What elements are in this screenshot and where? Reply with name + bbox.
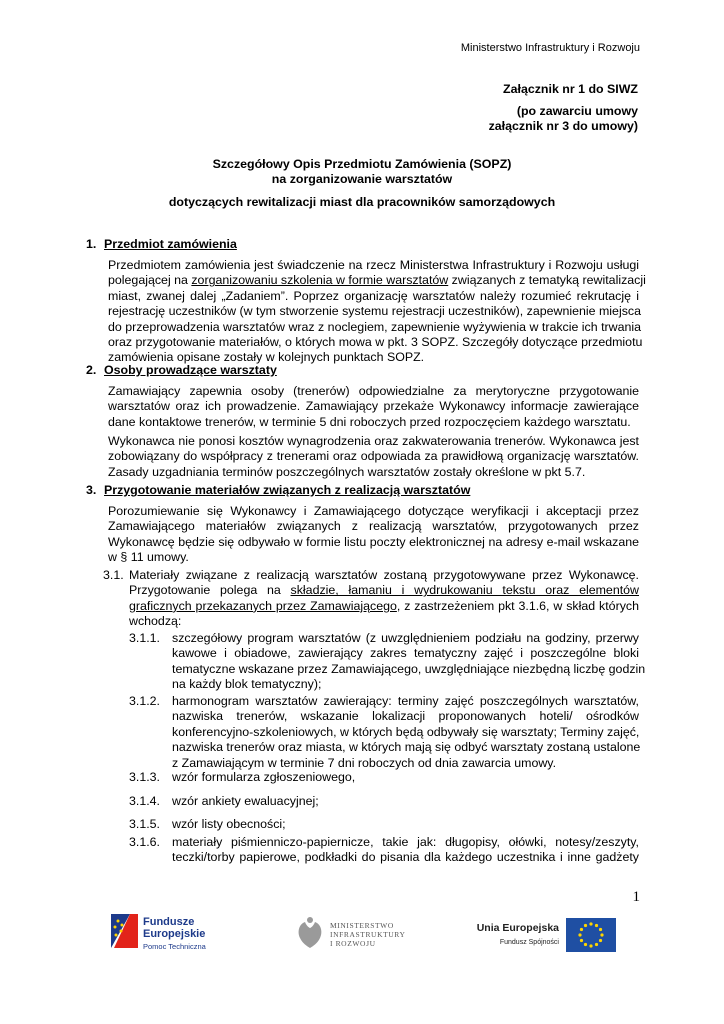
text-line: Przedmiotem zamówienia jest świadczenie na rzecz Ministerstwa Infrastruktury i Rozwoju usługi: [108, 258, 639, 272]
text-line: wzór ankiety ewaluacyjnej;: [172, 794, 319, 808]
text-line: oraz przygotowanie materiałów, o których mowa w pkt. 3 SOPZ. Szczegóły dotyczące przedmiotu: [108, 335, 643, 350]
subsection-number: 3.1.: [103, 568, 124, 582]
text-line: konferencyjno-szkoleniowych, w których będą odbywały się warsztaty; Terminy zajęć,: [172, 724, 640, 739]
annex-note-1: (po zawarciu umowy: [516, 104, 638, 118]
section-2-paragraph-2: [108, 434, 639, 480]
ministry-text-3: I ROZWOJU: [330, 939, 376, 948]
eu-star: [595, 924, 598, 927]
text-line: wchodzą:: [129, 614, 182, 629]
section-3-heading: [86, 483, 470, 497]
section-title: Osoby prowadzące warsztaty: [104, 363, 277, 377]
annex-label: Załącznik nr 1 do SIWZ: [503, 82, 638, 96]
text-line: harmonogram warsztatów zawierający: terminy zajęć poszczególnych warsztatów,: [172, 694, 639, 708]
item-number: 3.1.6.: [129, 835, 161, 849]
doc-title-1: Szczegółowy Opis Przedmiotu Zamówienia (SOPZ): [212, 157, 512, 171]
item-number: 3.1.1.: [129, 631, 161, 645]
text-line: rejestrację uczestników (w tym stworzenie systemu rejestracji uczestników), zapewnienie miejsca: [108, 304, 641, 319]
underlined-phrase: graficznych przekazanych przez Zamawiającego: [129, 598, 397, 613]
text-line: warsztatów oraz ich prowadzenie. Zamawiający przekaże Wykonawcy informacje zawierające: [108, 399, 639, 414]
text-line: na każdy blok tematyczny);: [172, 677, 322, 692]
section-title: Przygotowanie materiałów związanych z realizacją warsztatów: [104, 483, 471, 497]
eu-star: [584, 943, 587, 946]
fundusze-europejskie-logo: [110, 912, 207, 951]
text-line: teczki/torby papierowe, podkładki do pisania dla każdego uczestnika i inne gadżety: [172, 850, 639, 865]
fe-text-3: Pomoc Techniczna: [143, 942, 206, 951]
text-line: Wykonawcę będzie się odbywało w formie listu poczty elektronicznej na adresy e-mail wskazane: [108, 534, 639, 549]
item-number: 3.1.2.: [129, 694, 161, 708]
section-number: 1.: [86, 237, 97, 251]
eu-star: [580, 928, 583, 931]
eu-star: [595, 943, 598, 946]
text-line: dane kontaktowe trenerów, w terminie 5 dni roboczych przed rozpoczęciem każdego warsztatu.: [108, 414, 631, 429]
text-line: zobowiązany do współpracy z trenerami oraz odpowiada za prawidłową organizację warsztatów.: [108, 449, 639, 464]
text-line: nazwiska trenerów, wskazanie lokalizacji proponowanych hoteli/ ośrodków: [172, 709, 639, 724]
eu-star: [600, 933, 603, 936]
section-number: 3.: [86, 483, 97, 497]
text-line: tematyczne wskazane przez Zamawiającego, uwzględniające niezbędną liczbę godzin: [172, 661, 646, 676]
item-text: [172, 817, 639, 832]
text-line: Porozumiewanie się Wykonawcy i Zamawiającego dotyczące weryfikacji i akceptacji przez: [108, 504, 639, 518]
text-line: Zamawiającego materiałów związanych z realizacją warsztatów, przygotowanych przez: [108, 519, 639, 534]
eu-logo: [477, 918, 616, 952]
item-text: [172, 631, 646, 693]
text-line: nazwiska trenerów oraz miasta, w których mają się odbyć warsztaty zostaną ustalone: [172, 740, 641, 755]
text-line: kawowe i obiadowe, zawierający zakres tematyczny zajęć i poszczególne bloki: [172, 646, 639, 661]
ministry-emblem: [299, 917, 406, 948]
text-line: materiały piśmienniczo-papiernicze, takie jak: długopisy, ołówki, notesy/zeszyty,: [172, 835, 639, 849]
fe-text-1: Fundusze: [143, 916, 195, 928]
eu-text-1: Unia Europejska: [476, 922, 559, 934]
text-line: Materiały związane z realizacją warsztatów zostaną przygotowywane przez Wykonawcę.: [129, 568, 639, 582]
item-number: 3.1.4.: [129, 794, 161, 808]
section-2-paragraph-1: [108, 384, 639, 430]
text-line: miast, zwanej dalej „Zadaniem”. Poprzez organizację warsztatów należy rozumieć rekrutację i: [108, 288, 639, 303]
section-2-heading: [86, 363, 277, 377]
item-text: [172, 694, 639, 771]
text-line: szczegółowy program warsztatów (z uwzględnieniem podziału na godziny, przerwy: [172, 631, 639, 645]
subsection-3-1-paragraph: [129, 568, 639, 630]
text-line: graficznych przekazanych przez Zamawiającego, z zastrzeżeniem pkt 3.1.6, w skład których: [129, 598, 639, 613]
doc-title-3: dotyczących rewitalizacji miast dla pracowników samorządowych: [168, 195, 556, 209]
eu-star: [584, 924, 587, 927]
fe-text-2: Europejskie: [143, 928, 206, 940]
text-line: do przeprowadzenia warsztatów wraz z noclegiem, zapewnienie wyżywienia w trakcie ich trwania: [108, 319, 642, 334]
item-number: 3.1.3.: [129, 770, 161, 784]
eu-star: [599, 928, 602, 931]
eu-star: [599, 939, 602, 942]
item-text: [172, 794, 639, 809]
item-text: [172, 770, 639, 785]
eu-star: [580, 939, 583, 942]
item-text: [172, 835, 639, 866]
page-number: 1: [632, 889, 640, 905]
text-line: wzór formularza zgłoszeniowego,: [172, 770, 356, 784]
text-line: polegającej na zorganizowaniu szkolenia w formie warsztatów związanych z tematyką rewitalizacji: [108, 273, 646, 288]
eu-star: [589, 944, 592, 947]
section-1-paragraph: [108, 258, 646, 366]
footer-logos: [0, 900, 724, 980]
underlined-phrase: składzie, łamaniu i wydrukowaniu tekstu oraz elementów: [290, 583, 639, 598]
section-title: Przedmiot zamówienia: [104, 237, 237, 251]
ministry-text-2: INFRASTRUKTURY: [330, 930, 406, 939]
eu-star: [578, 933, 581, 936]
underlined-phrase: zorganizowaniu szkolenia w formie warsztatów: [191, 273, 449, 288]
annex-note-2: załącznik nr 3 do umowy): [488, 119, 638, 133]
text-line: wzór listy obecności;: [172, 817, 286, 831]
footer-logos-svg: [0, 900, 724, 980]
section-1-heading: [86, 237, 237, 251]
eu-text-2: Fundusz Spójności: [499, 939, 559, 946]
text-line: zamówienia opisane zostały w kolejnych punktach SOPZ.: [108, 350, 425, 365]
text-line: z Zamawiającym w terminie 7 dni roboczych od dnia zawarcia umowy.: [172, 755, 557, 770]
ministry-text-1: MINISTERSTWO: [330, 921, 394, 930]
text-line: w § 11 umowy.: [108, 550, 189, 565]
item-number: 3.1.5.: [129, 817, 161, 831]
section-3-paragraph: [108, 504, 639, 566]
eu-star: [589, 922, 592, 925]
text-line: Zamawiający zapewnia osoby (trenerów) odpowiedzialne za merytoryczne przygotowanie: [108, 384, 639, 398]
text-line: Przygotowanie polega na składzie, łamaniu i wydrukowaniu tekstu oraz elementów: [129, 583, 639, 598]
section-number: 2.: [86, 363, 97, 377]
doc-title-2: na zorganizowanie warsztatów: [271, 172, 453, 186]
page-header: Ministerstwo Infrastruktury i Rozwoju: [460, 42, 640, 54]
text-line: Wykonawca nie ponosi kosztów wynagrodzenia oraz zakwaterowania trenerów. Wykonawca jest: [108, 434, 639, 448]
text-line: Zasady uzgadniania terminów poszczególnych warsztatów zostały określone w pkt 5.7.: [108, 464, 586, 479]
